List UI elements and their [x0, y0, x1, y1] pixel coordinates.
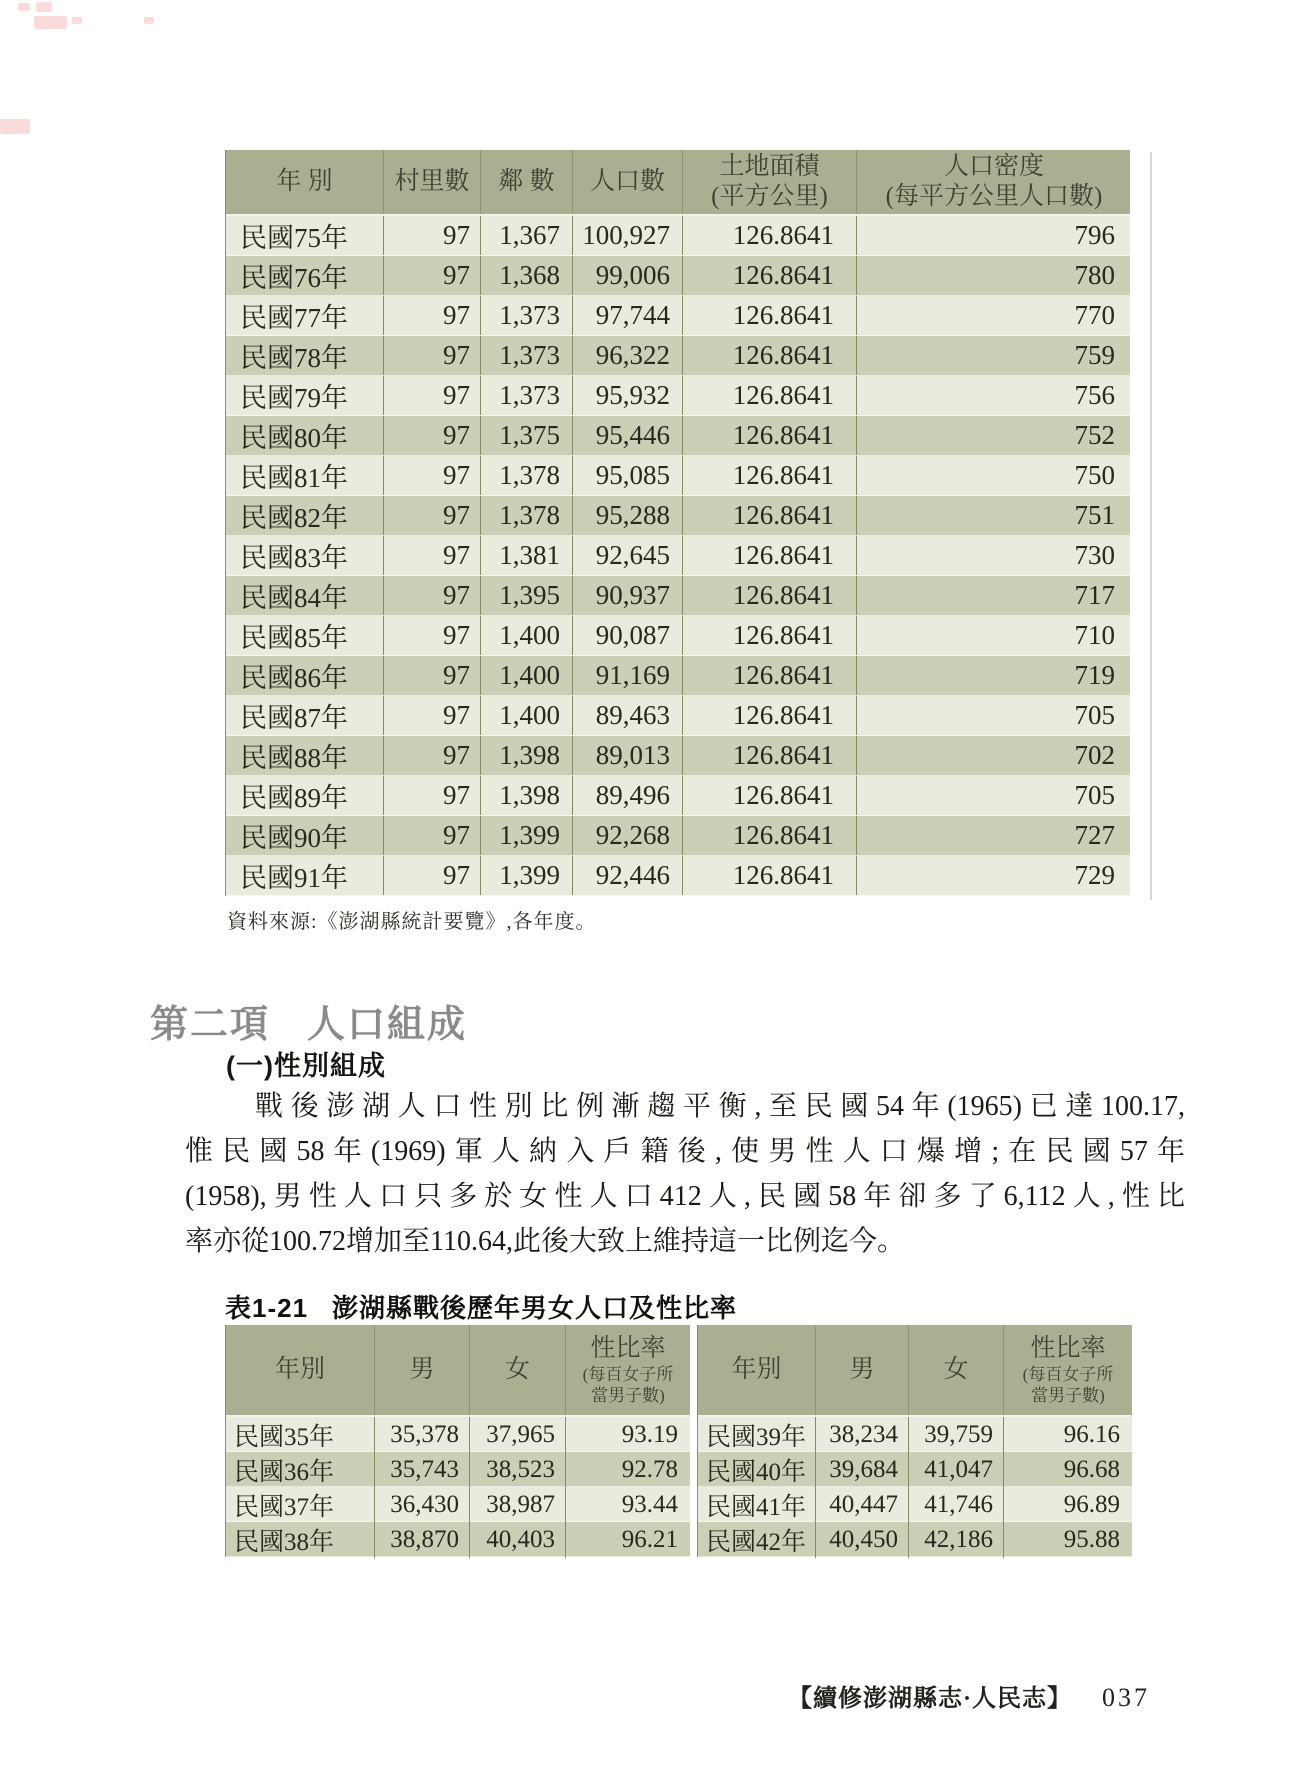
table-cell: 民國37年 [226, 1487, 375, 1523]
table-row [226, 296, 1130, 336]
section-heading [150, 993, 467, 1048]
table-cell: 民國79年 [226, 376, 384, 415]
table-cell: 97 [384, 776, 481, 815]
table-cell: 97 [384, 296, 481, 335]
table-cell: 1,400 [481, 656, 573, 695]
table-cell: 民國88年 [226, 736, 384, 775]
table-body [698, 1417, 1132, 1557]
table-cell: 35,378 [375, 1417, 470, 1453]
header-male: 男 [375, 1325, 470, 1415]
table-cell: 民國80年 [226, 416, 384, 455]
table-cell: 770 [1074, 300, 1115, 330]
table-cell: 95,932 [573, 376, 683, 415]
header-year: 年 別 [226, 150, 384, 214]
header-density: 人口密度 (每平方公里人口數) [885, 153, 1103, 210]
table-cell: 38,234 [816, 1417, 909, 1453]
table-row [226, 1417, 690, 1452]
table-cell: 727 [1074, 820, 1115, 850]
table-cell: 97 [384, 496, 481, 535]
table-cell: 92,268 [573, 816, 683, 855]
table-cell: 42,186 [909, 1522, 1004, 1558]
table-row [698, 1522, 1132, 1557]
table-cell: 民國39年 [698, 1417, 816, 1453]
table-row [698, 1452, 1132, 1487]
paragraph-line: 惟民國58年(1969)軍人納入戶籍後,使男性人口爆增;在民國57年 [185, 1136, 1185, 1167]
table-cell: 40,447 [816, 1487, 909, 1523]
section-number: 第二項 [150, 1004, 271, 1046]
table-cell: 92,645 [573, 536, 683, 575]
table-cell: 752 [1074, 420, 1115, 450]
table-caption-label: 表1-21 [225, 1293, 309, 1323]
table-cell: 126.8641 [683, 736, 857, 775]
table-row [226, 616, 1130, 656]
table-row [698, 1487, 1132, 1522]
header-male: 男 [816, 1325, 909, 1415]
sex-ratio-table-left-half [225, 1325, 690, 1557]
paragraph-line: (1958),男性人口只多於女性人口412人,民國58年卻多了6,112人,性比 [185, 1181, 1185, 1212]
table-cell: 41,047 [909, 1452, 1004, 1488]
table-cell: 97 [384, 536, 481, 575]
table-cell: 780 [1074, 260, 1115, 290]
table-cell: 126.8641 [683, 536, 857, 575]
table-cell: 705 [1074, 700, 1115, 730]
table-row [226, 1487, 690, 1522]
table-cell: 1,378 [481, 456, 573, 495]
table-cell: 1,398 [481, 736, 573, 775]
table-cell: 1,400 [481, 696, 573, 735]
table-row [226, 816, 1130, 856]
table-cell: 民國86年 [226, 656, 384, 695]
table-cell: 96.68 [1063, 1456, 1120, 1483]
table-cell: 民國77年 [226, 296, 384, 335]
header-sex-ratio: 性比率 (每百女子所 當男子數) [1022, 1335, 1114, 1405]
table-cell: 97 [384, 216, 481, 255]
subsection-heading: (一)性別組成 [226, 1051, 386, 1081]
table-cell: 126.8641 [683, 616, 857, 655]
table-caption [225, 1288, 737, 1325]
table-cell: 1,399 [481, 816, 573, 855]
table-cell: 95,446 [573, 416, 683, 455]
table-row [226, 656, 1130, 696]
table-cell: 民國42年 [698, 1522, 816, 1558]
table-cell: 126.8641 [683, 376, 857, 415]
table-cell: 95,288 [573, 496, 683, 535]
table-cell: 705 [1074, 780, 1115, 810]
table-cell: 民國38年 [226, 1522, 375, 1558]
table-cell: 民國76年 [226, 256, 384, 295]
table-cell: 38,987 [470, 1487, 566, 1523]
table-row [226, 336, 1130, 376]
table-row [698, 1417, 1132, 1452]
body-paragraph [185, 1084, 1185, 1264]
table-cell: 民國90年 [226, 816, 384, 855]
paragraph-line: 戰後澎湖人口性別比例漸趨平衡,至民國54年(1965)已達100.17, [255, 1091, 1185, 1122]
red-proof-mark [36, 2, 52, 12]
table-cell: 1,373 [481, 296, 573, 335]
table-cell: 1,395 [481, 576, 573, 615]
table-cell: 126.8641 [683, 496, 857, 535]
table-cell: 民國41年 [698, 1487, 816, 1523]
table-header-row [698, 1325, 1132, 1417]
red-proof-mark [0, 119, 30, 134]
scan-artifact-line [1150, 152, 1152, 900]
table-cell: 97 [384, 376, 481, 415]
table-row [226, 1452, 690, 1487]
table-cell: 民國36年 [226, 1452, 375, 1488]
table-cell: 126.8641 [683, 456, 857, 495]
header-land-area: 土地面積 (平方公里) [683, 150, 857, 214]
table-cell: 91,169 [573, 656, 683, 695]
table-cell: 97 [384, 736, 481, 775]
table-cell: 126.8641 [683, 776, 857, 815]
table-cell: 民國84年 [226, 576, 384, 615]
table-row [226, 856, 1130, 896]
table-body [226, 1417, 690, 1557]
table-cell: 95,085 [573, 456, 683, 495]
table-cell: 126.8641 [683, 256, 857, 295]
table-row [226, 416, 1130, 456]
table-cell: 89,013 [573, 736, 683, 775]
table-header-row [226, 1325, 690, 1417]
table-cell: 民國83年 [226, 536, 384, 575]
table-cell: 97 [384, 656, 481, 695]
table-cell: 92.78 [621, 1456, 678, 1483]
table-caption-title: 澎湖縣戰後歷年男女人口及性比率 [332, 1293, 738, 1323]
table-cell: 38,870 [375, 1522, 470, 1558]
table-cell: 97 [384, 256, 481, 295]
table-row [226, 256, 1130, 296]
table-cell: 民國40年 [698, 1452, 816, 1488]
table-cell: 40,403 [470, 1522, 566, 1558]
table-cell: 126.8641 [683, 416, 857, 455]
table-cell: 1,367 [481, 216, 573, 255]
table-cell: 35,743 [375, 1452, 470, 1488]
source-note: 資料來源:《澎湖縣統計要覽》,各年度。 [227, 911, 597, 933]
table-cell: 126.8641 [683, 856, 857, 895]
table-cell: 750 [1074, 460, 1115, 490]
header-year: 年別 [698, 1325, 816, 1415]
red-proof-mark [18, 3, 30, 11]
table-cell: 1,375 [481, 416, 573, 455]
table-cell: 41,746 [909, 1487, 1004, 1523]
table-cell: 民國35年 [226, 1417, 375, 1453]
header-year: 年別 [226, 1325, 375, 1415]
table-cell: 90,087 [573, 616, 683, 655]
header-villages: 村里數 [384, 150, 481, 214]
table-cell: 126.8641 [683, 296, 857, 335]
table-cell: 796 [1074, 220, 1115, 250]
table-cell: 36,430 [375, 1487, 470, 1523]
table-cell: 92,446 [573, 856, 683, 895]
table-cell: 97 [384, 416, 481, 455]
table-cell: 1,378 [481, 496, 573, 535]
table-cell: 民國85年 [226, 616, 384, 655]
table-cell: 民國75年 [226, 216, 384, 255]
table-cell: 126.8641 [683, 816, 857, 855]
table-cell: 126.8641 [683, 656, 857, 695]
header-sex-ratio: 性比率 (每百女子所 當男子數) [582, 1335, 674, 1405]
table-cell: 730 [1074, 540, 1115, 570]
table-cell: 民國81年 [226, 456, 384, 495]
page-footer [788, 1678, 1150, 1713]
table-cell: 97 [384, 456, 481, 495]
table-cell: 39,759 [909, 1417, 1004, 1453]
red-proof-mark [72, 17, 82, 24]
table-cell: 97 [384, 336, 481, 375]
table-row [226, 496, 1130, 536]
table-cell: 1,373 [481, 376, 573, 415]
table-cell: 民國82年 [226, 496, 384, 535]
table-cell: 97 [384, 696, 481, 735]
table-cell: 89,463 [573, 696, 683, 735]
table-cell: 38,523 [470, 1452, 566, 1488]
table-cell: 96.21 [621, 1526, 678, 1553]
section-title: 人口組成 [307, 1004, 468, 1046]
red-proof-mark [34, 16, 67, 29]
header-population: 人口數 [573, 150, 683, 214]
table-cell: 717 [1074, 580, 1115, 610]
table-cell: 37,965 [470, 1417, 566, 1453]
table-row [226, 696, 1130, 736]
table-cell: 民國89年 [226, 776, 384, 815]
table-cell: 97 [384, 856, 481, 895]
table-cell: 96.89 [1063, 1491, 1120, 1518]
population-area-density-table [225, 150, 1130, 896]
table-row [226, 736, 1130, 776]
table-cell: 126.8641 [683, 336, 857, 375]
table-row [226, 1522, 690, 1557]
table-cell: 729 [1074, 860, 1115, 890]
table-cell: 民國87年 [226, 696, 384, 735]
page-number: 037 [1102, 1683, 1150, 1712]
table-cell: 89,496 [573, 776, 683, 815]
table-cell: 90,937 [573, 576, 683, 615]
header-female: 女 [470, 1325, 566, 1415]
table-row [226, 536, 1130, 576]
table-cell: 96.16 [1063, 1421, 1120, 1448]
table-cell: 97,744 [573, 296, 683, 335]
table-cell: 702 [1074, 740, 1115, 770]
table-cell: 126.8641 [683, 216, 857, 255]
table-row [226, 576, 1130, 616]
table-cell: 100,927 [573, 216, 683, 255]
table-cell: 1,400 [481, 616, 573, 655]
table-cell: 民國78年 [226, 336, 384, 375]
table-cell: 126.8641 [683, 696, 857, 735]
table-body [226, 216, 1130, 896]
red-proof-mark [144, 17, 154, 24]
table-cell: 96,322 [573, 336, 683, 375]
table-cell: 97 [384, 816, 481, 855]
table-cell: 126.8641 [683, 576, 857, 615]
table-header-row [226, 150, 1130, 216]
header-neighborhoods: 鄰 數 [481, 150, 573, 214]
table-cell: 39,684 [816, 1452, 909, 1488]
table-cell: 93.44 [621, 1491, 678, 1518]
table-cell: 1,368 [481, 256, 573, 295]
table-cell: 40,450 [816, 1522, 909, 1558]
table-cell: 719 [1074, 660, 1115, 690]
table-cell: 1,381 [481, 536, 573, 575]
table-cell: 99,006 [573, 256, 683, 295]
table-cell: 710 [1074, 620, 1115, 650]
paragraph-line: 率亦從100.72增加至110.64,此後大致上維持這一比例迄今。 [185, 1226, 905, 1257]
table-cell: 93.19 [621, 1421, 678, 1448]
table-cell: 759 [1074, 340, 1115, 370]
table-row [226, 376, 1130, 416]
table-cell: 民國91年 [226, 856, 384, 895]
sex-ratio-table-right-half [697, 1325, 1132, 1557]
table-cell: 756 [1074, 380, 1115, 410]
table-row [226, 776, 1130, 816]
header-female: 女 [909, 1325, 1004, 1415]
table-row [226, 456, 1130, 496]
table-cell: 1,373 [481, 336, 573, 375]
table-cell: 1,398 [481, 776, 573, 815]
book-title: 【續修澎湖縣志·人民志】 [787, 1686, 1072, 1712]
table-cell: 97 [384, 576, 481, 615]
table-row [226, 216, 1130, 256]
table-cell: 95.88 [1063, 1526, 1120, 1553]
table-cell: 751 [1074, 500, 1115, 530]
table-cell: 97 [384, 616, 481, 655]
sex-ratio-table [225, 1325, 1132, 1557]
table-cell: 1,399 [481, 856, 573, 895]
